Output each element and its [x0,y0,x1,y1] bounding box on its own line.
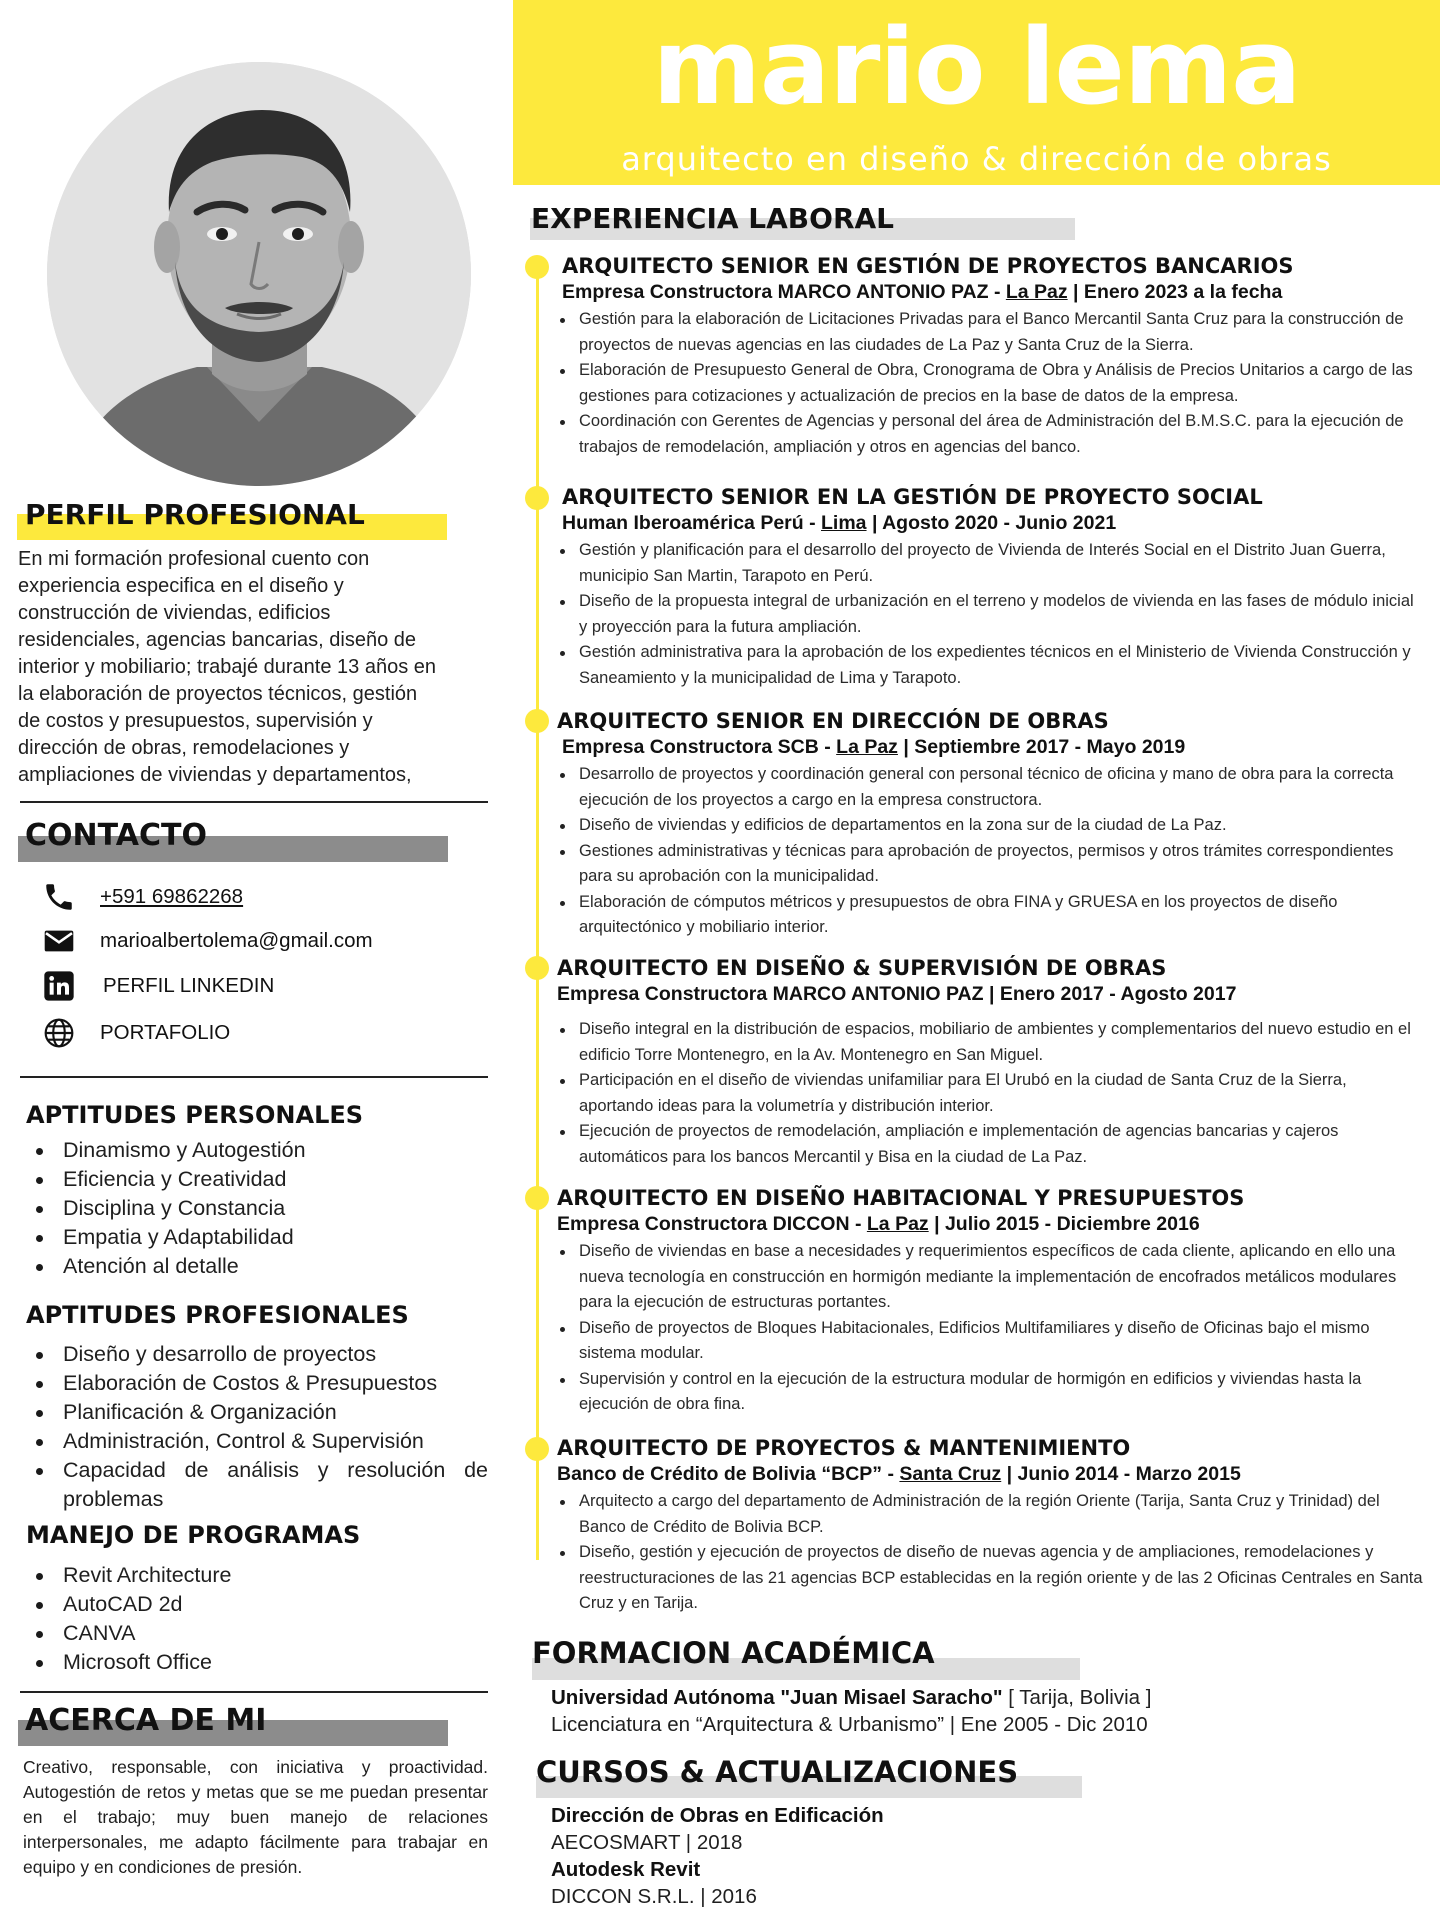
list-item: Disciplina y Constancia [32,1194,488,1223]
about-text: Creativo, responsable, con iniciativa y proactividad. Autogestión de retos y metas que se me puedan presentar en el trabajo; muy buen manejo de relaciones interpersonales, me adapto fácilmente para trabajar en equipo y en condiciones de presión. [23,1757,488,1877]
contact-email[interactable] [40,924,373,958]
professional-skills-heading: APTITUDES PROFESIONALES [26,1301,409,1329]
list-item: Microsoft Office [32,1648,488,1677]
list-item: Diseño de proyectos de Bloques Habitacionales, Edificios Multifamiliares y diseño de Oficinas bajo el mismo sistema modular. [557,1316,1423,1367]
profile-text: En mi formación profesional cuento con experiencia especifica en el diseño y construcción de viviendas, edificios residenciales, agencias bancarias, diseño de interior y mobiliario; trabajé durante 13 años en la elaboración de proyectos técnicos, gestión de costos y presupuestos, supervisión y dirección de obras, remodelaciones y ampliaciones de viviendas y departamentos, [18,548,437,786]
candidate-name: mario lema [652,6,1301,128]
list-item: Dinamismo y Autogestión [32,1136,488,1165]
programs-list [32,1561,488,1677]
job-location: La Paz [866,1213,929,1235]
timeline-dot [525,1437,549,1461]
job-entry [557,253,1423,460]
course-name: Autodesk Revit [551,1858,701,1881]
list-item: Revit Architecture [32,1561,488,1590]
timeline-dot [525,255,549,279]
course-org: AECOSMART | 2018 [551,1831,743,1854]
programs-heading: MANEJO DE PROGRAMAS [26,1521,361,1549]
job-entry [557,955,1423,1170]
course-name: Dirección de Obras en Edificación [551,1804,884,1827]
job-entry [557,484,1423,691]
divider [20,1076,488,1078]
list-item: Participación en el diseño de viviendas unifamiliar para El Urubó en la ciudad de Santa Cruz de la Sierra, aportando ideas para la volumetría y distribución interior. [557,1068,1423,1119]
personal-skills-heading: APTITUDES PERSONALES [26,1101,364,1129]
job-title: ARQUITECTO SENIOR EN GESTIÓN DE PROYECTOS BANCARIOS [562,254,1294,278]
job-company: Empresa Constructora MARCO ANTONIO PAZ - La Paz | Enero 2023 a la fecha [562,281,1283,303]
school-location: [ Tarija, Bolivia ] [1002,1686,1152,1709]
list-item: Diseño integral en la distribución de espacios, mobiliario de ambientes y complementarios del nuevo estudio en el edificio Torre Montenegro, en la Av. Montenegro en San Miguel. [557,1017,1423,1068]
list-item: Capacidad de análisis y resolución de problemas [32,1456,488,1514]
job-duties [557,307,1423,460]
list-item: Gestión administrativa para la aprobación de los expedientes técnicos en el Ministerio de Vivienda Construcción y Saneamiento y la municipalidad de Lima y Tarapoto. [557,640,1423,691]
list-item: Elaboración de Costos & Presupuestos [32,1369,488,1398]
list-item: Diseño de viviendas en base a necesidades y requerimientos específicos de cada cliente, aplicando en ello una nueva tecnología en construcción en hormigón mediante la implementación de encofrados metálicos modulares para la ejecución de estructuras portantes. [557,1239,1423,1316]
list-item: CANVA [32,1619,488,1648]
list-item: Diseño y desarrollo de proyectos [32,1340,488,1369]
contact-heading: CONTACTO [25,818,207,853]
list-item: Planificación & Organización [32,1398,488,1427]
about-heading: ACERCA DE MI [25,1703,267,1738]
phone-icon [40,880,78,914]
profile-photo-illustration [47,62,471,486]
timeline-dot [525,709,549,733]
globe-icon [40,1016,78,1050]
list-item: Administración, Control & Supervisión [32,1427,488,1456]
job-location: Santa Cruz [899,1463,1002,1485]
job-entry [557,1435,1423,1617]
job-title: ARQUITECTO EN DISEÑO & SUPERVISIÓN DE OBRAS [557,956,1167,980]
timeline-dot [525,956,549,980]
job-duties [557,762,1423,941]
course-org: DICCON S.R.L. | 2016 [551,1885,757,1908]
list-item: Diseño de viviendas y edificios de departamentos en la zona sur de la ciudad de La Paz. [557,813,1423,839]
list-item: Diseño, gestión y ejecución de proyectos de diseño de nuevas agencia y de ampliaciones, remodelaciones y reestructuraciones de las 21 agencias BCP establecidas en la región oriente y de las 2 Oficinas Centrales en Santa Cruz y en Tarija. [557,1540,1423,1617]
job-company: Empresa Constructora DICCON - La Paz | Julio 2015 - Diciembre 2016 [557,1213,1200,1235]
timeline-dot [525,486,549,510]
job-company: Empresa Constructora MARCO ANTONIO PAZ | Enero 2017 - Agosto 2017 [557,983,1237,1005]
job-location: Lima [821,512,867,534]
divider [20,1691,488,1693]
school-name: Universidad Autónoma "Juan Misael Saracho" [551,1686,1003,1709]
linkedin-link[interactable]: PERFIL LINKEDIN [103,974,275,997]
profile-photo [47,62,471,486]
job-location: La Paz [836,736,898,758]
divider [20,801,488,803]
job-company: Empresa Constructora SCB - La Paz | Septiembre 2017 - Mayo 2019 [562,736,1186,758]
education-entry [551,1684,1411,1738]
job-entry [557,1185,1423,1418]
job-location: La Paz [1005,281,1068,303]
linkedin-icon [40,969,78,1003]
timeline-line [536,262,539,1560]
list-item: AutoCAD 2d [32,1590,488,1619]
job-entry [557,708,1423,941]
list-item: Gestiones administrativas y técnicas para aprobación de proyectos, permisos y otros trámites correspondientes para su aprobación con la municipalidad. [557,839,1423,890]
list-item: Diseño de la propuesta integral de urbanización en el terreno y modelos de vivienda en las fases de módulo inicial y proyección para la futura ampliación. [557,589,1423,640]
professional-skills-list [32,1340,488,1514]
education-heading: FORMACION ACADÉMICA [532,1636,935,1670]
job-title: ARQUITECTO SENIOR EN DIRECCIÓN DE OBRAS [557,709,1109,733]
candidate-title: arquitecto en diseño & dirección de obras [621,140,1332,178]
job-duties [557,1017,1423,1170]
courses-heading: CURSOS & ACTUALIZACIONES [536,1755,1019,1789]
contact-linkedin[interactable] [40,969,274,1003]
profile-heading: PERFIL PROFESIONAL [25,498,365,531]
job-duties [557,1489,1423,1617]
courses-list [551,1802,1411,1910]
degree: Licenciatura en “Arquitectura & Urbanismo” | Ene 2005 - Dic 2010 [551,1713,1148,1736]
header-banner [513,0,1440,185]
experience-heading: EXPERIENCIA LABORAL [531,202,895,235]
job-title: ARQUITECTO SENIOR EN LA GESTIÓN DE PROYECTO SOCIAL [562,485,1263,509]
list-item: Elaboración de Presupuesto General de Obra, Cronograma de Obra y Análisis de Precios Unitarios a cargo de las gestiones para cotizaciones y actualización de precios en la base de datos de la empresa. [557,358,1423,409]
list-item: Gestión y planificación para el desarrollo del proyecto de Vivienda de Interés Social en el Distrito Juan Guerra, municipio San Martin, Tarapoto en Perú. [557,538,1423,589]
email-address[interactable]: marioalbertolema@gmail.com [100,929,373,952]
mail-icon [40,924,78,958]
list-item: Desarrollo de proyectos y coordinación general con personal técnico de oficina y mano de obra para la correcta ejecución de los proyectos a cargo en la empresa constructora. [557,762,1423,813]
list-item: Coordinación con Gerentes de Agencias y personal del área de Administración del B.M.S.C. para la ejecución de trabajos de remodelación, ampliación y otros en agencias del banco. [557,409,1423,460]
contact-phone[interactable] [40,880,243,914]
list-item: Elaboración de cómputos métricos y presupuestos de obra FINA y GRUESA en los proyectos de diseño arquitectónico y mobiliario interior. [557,890,1423,941]
list-item: Arquitecto a cargo del departamento de Administración de la región Oriente (Tarija, Santa Cruz y Trinidad) del Banco de Crédito de Bolivia BCP. [557,1489,1423,1540]
job-duties [557,538,1423,691]
job-company: Human Iberoamérica Perú - Lima | Agosto 2020 - Junio 2021 [562,512,1117,534]
timeline-dot [525,1186,549,1210]
job-title: ARQUITECTO DE PROYECTOS & MANTENIMIENTO [557,1436,1131,1460]
list-item: Empatia y Adaptabilidad [32,1223,488,1252]
job-company: Banco de Crédito de Bolivia “BCP” - Santa Cruz | Junio 2014 - Marzo 2015 [557,1463,1241,1485]
list-item: Supervisión y control en la ejecución de la estructura modular de hormigón en edificios y viviendas hasta la ejecución de obra fina. [557,1367,1423,1418]
phone-number[interactable]: +591 69862268 [100,885,244,908]
job-duties [557,1239,1423,1418]
contact-portfolio[interactable] [40,1016,230,1050]
list-item: Ejecución de proyectos de remodelación, ampliación e implementación de agencias bancarias y cajeros automáticos para los bancos Mercantil y Bisa en la ciudad de La Paz. [557,1119,1423,1170]
portfolio-link[interactable]: PORTAFOLIO [100,1021,231,1044]
list-item: Eficiencia y Creatividad [32,1165,488,1194]
list-item: Gestión para la elaboración de Licitaciones Privadas para el Banco Mercantil Santa Cruz para la construcción de proyectos de nuevas agencias en las ciudades de La Paz y Santa Cruz de la Sierra. [557,307,1423,358]
job-title: ARQUITECTO EN DISEÑO HABITACIONAL Y PRESUPUESTOS [557,1186,1245,1210]
personal-skills-list [32,1136,488,1281]
list-item: Atención al detalle [32,1252,488,1281]
